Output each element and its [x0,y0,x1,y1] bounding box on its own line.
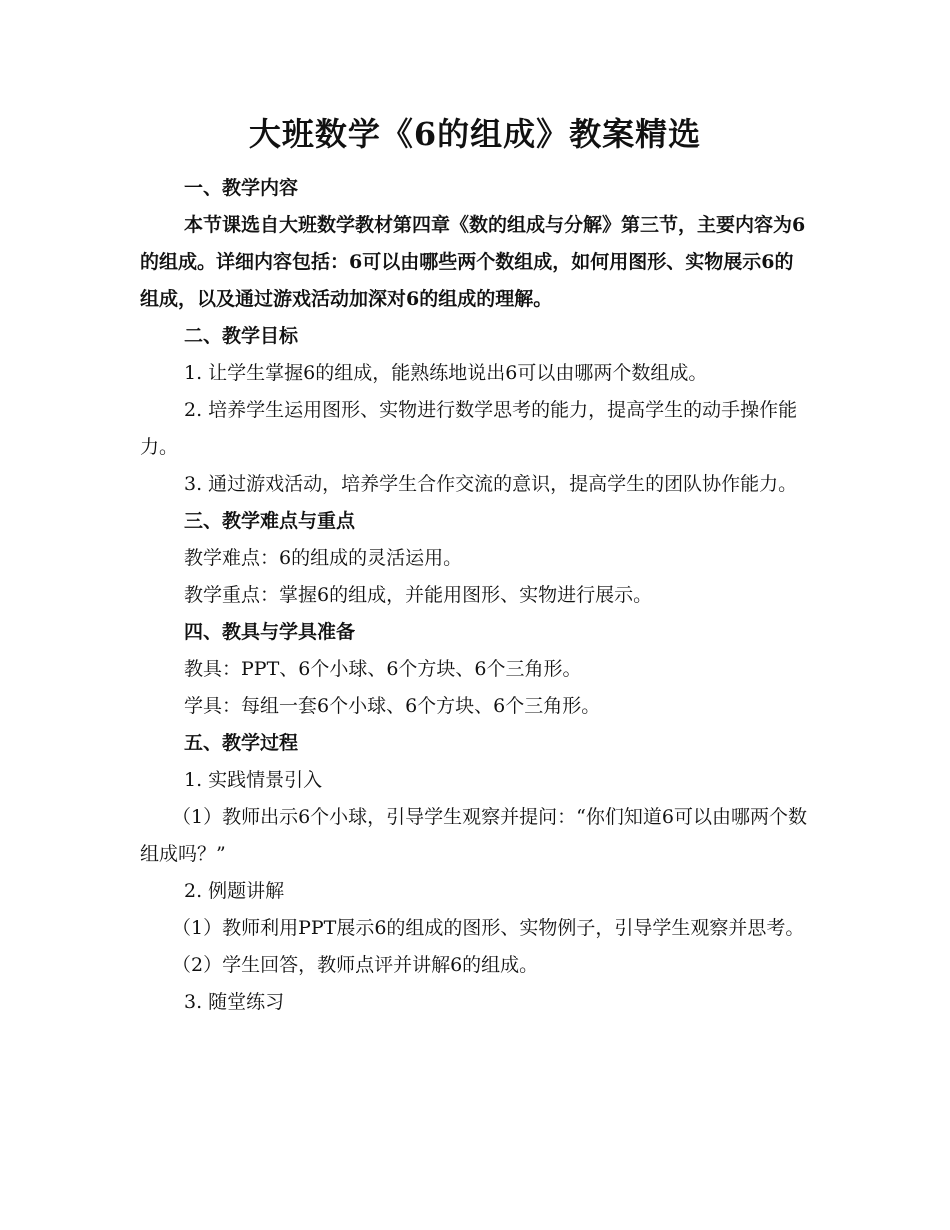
section-heading: 二、教学目标 [184,325,299,347]
body-paragraph: 2. 培养学生运用图形、实物进行数学思考的能力，提高学生的动手操作能力。 [140,399,798,458]
body-paragraph: 教具：PPT、6个小球、6个方块、6个三角形。 [184,658,582,680]
body-paragraph: 教学重点：掌握6的组成，并能用图形、实物进行展示。 [184,584,653,606]
document-body [140,170,808,1021]
section-heading: 一、教学内容 [184,177,299,199]
section-heading: 四、教具与学具准备 [184,621,356,643]
body-paragraph: 2. 例题讲解 [184,880,285,902]
body-paragraph: 3. 通过游戏活动，培养学生合作交流的意识，提高学生的团队协作能力。 [184,473,798,495]
body-paragraph: 1. 实践情景引入 [184,769,323,791]
body-paragraph: 3. 随堂练习 [184,991,285,1013]
body-paragraph: 1. 让学生掌握6的组成，能熟练地说出6可以由哪两个数组成。 [184,362,708,384]
section-heading: 五、教学过程 [184,732,299,754]
section-heading: 三、教学难点与重点 [184,510,356,532]
document-title: 大班数学《6的组成》教案精选 [248,115,702,153]
sub-item-paragraph: （1）教师出示6个小球，引导学生观察并提问：“你们知道6可以由哪两个数组成吗？” [140,806,807,865]
intro-paragraph: 本节课选自大班数学教材第四章《数的组成与分解》第三节，主要内容为6的组成。详细内容包括：6可以由哪些两个数组成，如何用图形、实物展示6的组成，以及通过游戏活动加深对6的组成的理解。 [140,214,806,310]
body-paragraph: 学具：每组一套6个小球、6个方块、6个三角形。 [184,695,601,717]
sub-item-paragraph: （2）学生回答，教师点评并讲解6的组成。 [172,954,539,976]
body-paragraph: 教学难点：6的组成的灵活运用。 [184,547,463,569]
sub-item-paragraph: （1）教师利用PPT展示6的组成的图形、实物例子，引导学生观察并思考。 [172,917,805,939]
